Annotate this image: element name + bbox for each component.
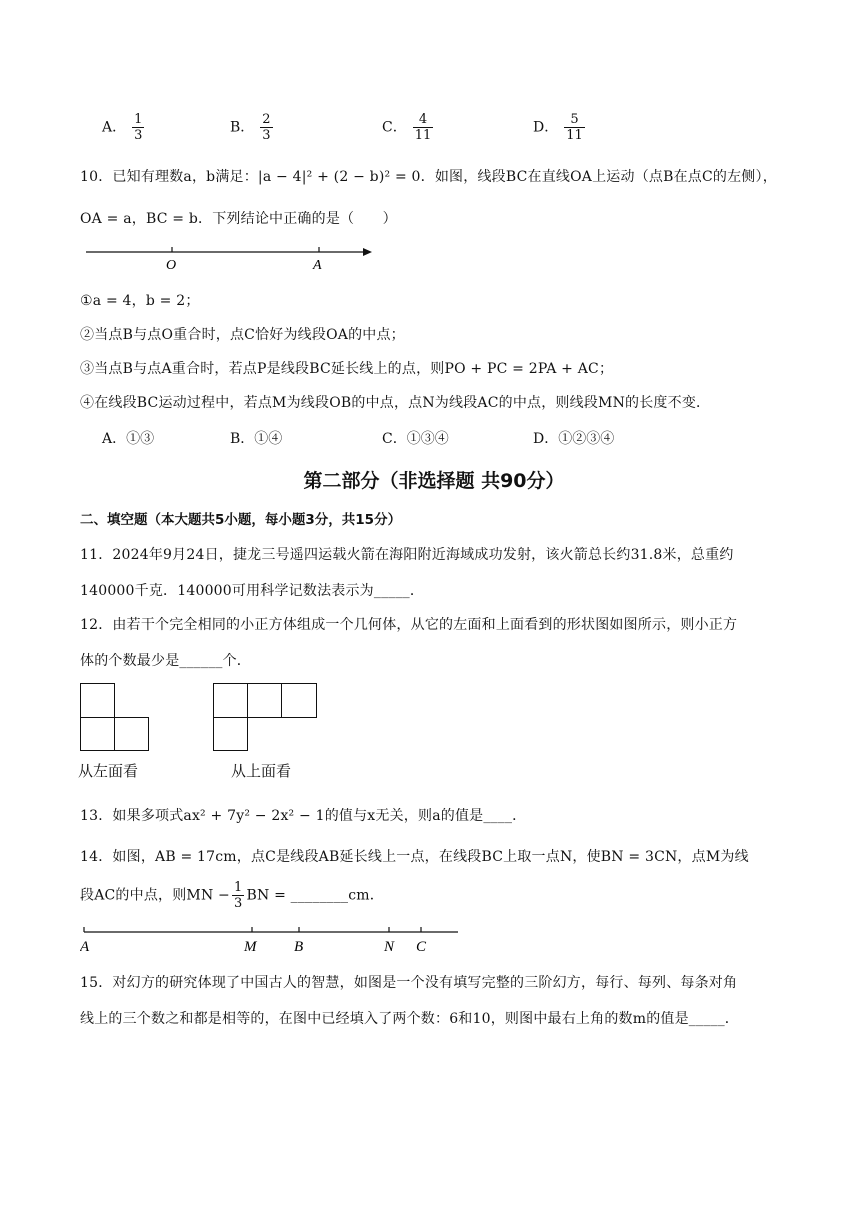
q10-option-a[interactable]: A．①③ — [102, 431, 155, 447]
fraction — [413, 112, 434, 143]
q12-line2: 体的个数最少是______个． — [80, 653, 251, 669]
square-cell — [213, 717, 248, 751]
denominator: 3 — [234, 896, 243, 911]
denominator: 3 — [134, 128, 143, 143]
fraction — [132, 112, 144, 143]
numerator: 5 — [564, 112, 585, 128]
option-letter: B． — [230, 119, 255, 136]
q10-option-b[interactable]: B．①④ — [230, 431, 283, 447]
q10-stem-line2: OA = a，BC = b．下列结论中正确的是（ ） — [80, 211, 397, 227]
q14-line2 — [80, 880, 384, 911]
square-cell — [281, 683, 317, 718]
q9-option-c[interactable] — [382, 112, 433, 143]
numerator: 4 — [413, 112, 434, 128]
q10-statement-1: ①a = 4，b = 2； — [80, 293, 200, 309]
option-letter: C． — [382, 119, 407, 136]
q10-statement-4: ④在线段BC运动过程中，若点M为线段OB的中点，点N为线段AC的中点，则线段MN的长度不变． — [80, 395, 711, 411]
section2-title: 二、填空题（本大题共5小题，每小题3分，共15分） — [80, 512, 402, 528]
q10-statement-3: ③当点B与点A重合时，若点P是线段BC延长线上的点，则PO + PC = 2PA + AC； — [80, 361, 614, 377]
q10-number-line — [80, 240, 380, 272]
q14-line2-pre: 段AC的中点，则MN − — [80, 887, 230, 904]
point-label-c: C — [416, 939, 427, 955]
square-cell — [80, 683, 115, 718]
q9-option-a[interactable] — [102, 112, 144, 143]
option-letter: D． — [533, 119, 559, 136]
square-cell — [80, 717, 115, 751]
q9-option-b[interactable] — [230, 112, 273, 143]
q9-option-d[interactable] — [533, 112, 585, 143]
fraction-one-third — [232, 880, 244, 911]
q11-line1: 11．2024年9月24日，捷龙三号遥四运载火箭在海阳附近海域成功发射，该火箭总长约31.8米，总重约 — [80, 547, 734, 563]
top-view-caption: 从上面看 — [231, 762, 292, 780]
fraction — [564, 112, 585, 143]
point-label-a: A — [80, 939, 90, 955]
q12-line1: 12．由若干个完全相同的小正方体组成一个几何体，从它的左面和上面看到的形状图如图所示，则小正方 — [80, 617, 738, 633]
axis-arrow-icon — [363, 248, 372, 256]
q10-option-c[interactable]: C．①③④ — [382, 431, 449, 447]
q10-option-d[interactable]: D．①②③④ — [533, 431, 615, 447]
point-label-m: M — [244, 939, 257, 955]
q14-segment-figure — [80, 922, 465, 956]
left-view-caption: 从左面看 — [78, 762, 139, 780]
denominator: 3 — [262, 128, 271, 143]
square-cell — [213, 683, 248, 718]
square-cell — [247, 683, 282, 718]
axis-label-a: A — [313, 258, 322, 272]
denominator: 11 — [414, 128, 432, 143]
q15-line1: 15．对幻方的研究体现了中国古人的智慧，如图是一个没有填写完整的三阶幻方，每行、每列、每条对角 — [80, 975, 738, 991]
q15-line2: 线上的三个数之和都是相等的，在图中已经填入了两个数：6和10，则图中最右上角的数m的值是_____． — [80, 1011, 739, 1027]
numerator: 2 — [262, 112, 271, 127]
q14-line1: 14．如图，AB = 17cm，点C是线段AB延长线上一点，在线段BC上取一点N，使BN = 3CN，点M为线 — [80, 849, 749, 865]
axis-label-o: O — [166, 258, 177, 272]
q11-line2: 140000千克．140000可用科学记数法表示为_____． — [80, 583, 425, 599]
numerator: 1 — [134, 112, 143, 127]
square-cell — [114, 717, 149, 751]
part2-title: 第二部分（非选择题 共90分） — [303, 470, 565, 492]
q10-statement-2: ②当点B与点O重合时，点C恰好为线段OA的中点； — [80, 327, 405, 343]
q10-stem-line1: 10．已知有理数a，b满足：|a − 4|² + (2 − b)² = 0．如图，线段BC在直线OA上运动（点B在点C的左侧）， — [80, 169, 777, 185]
q13-text: 13．如果多项式ax² + 7y² − 2x² − 1的值与x无关，则a的值是____． — [80, 808, 527, 824]
point-label-n: N — [384, 939, 395, 955]
point-label-b: B — [294, 939, 304, 955]
numerator: 1 — [234, 880, 243, 895]
fraction — [260, 112, 272, 143]
q14-line2-post: BN = ________cm． — [246, 887, 384, 904]
denominator: 11 — [566, 128, 583, 143]
option-letter: A． — [102, 119, 127, 136]
